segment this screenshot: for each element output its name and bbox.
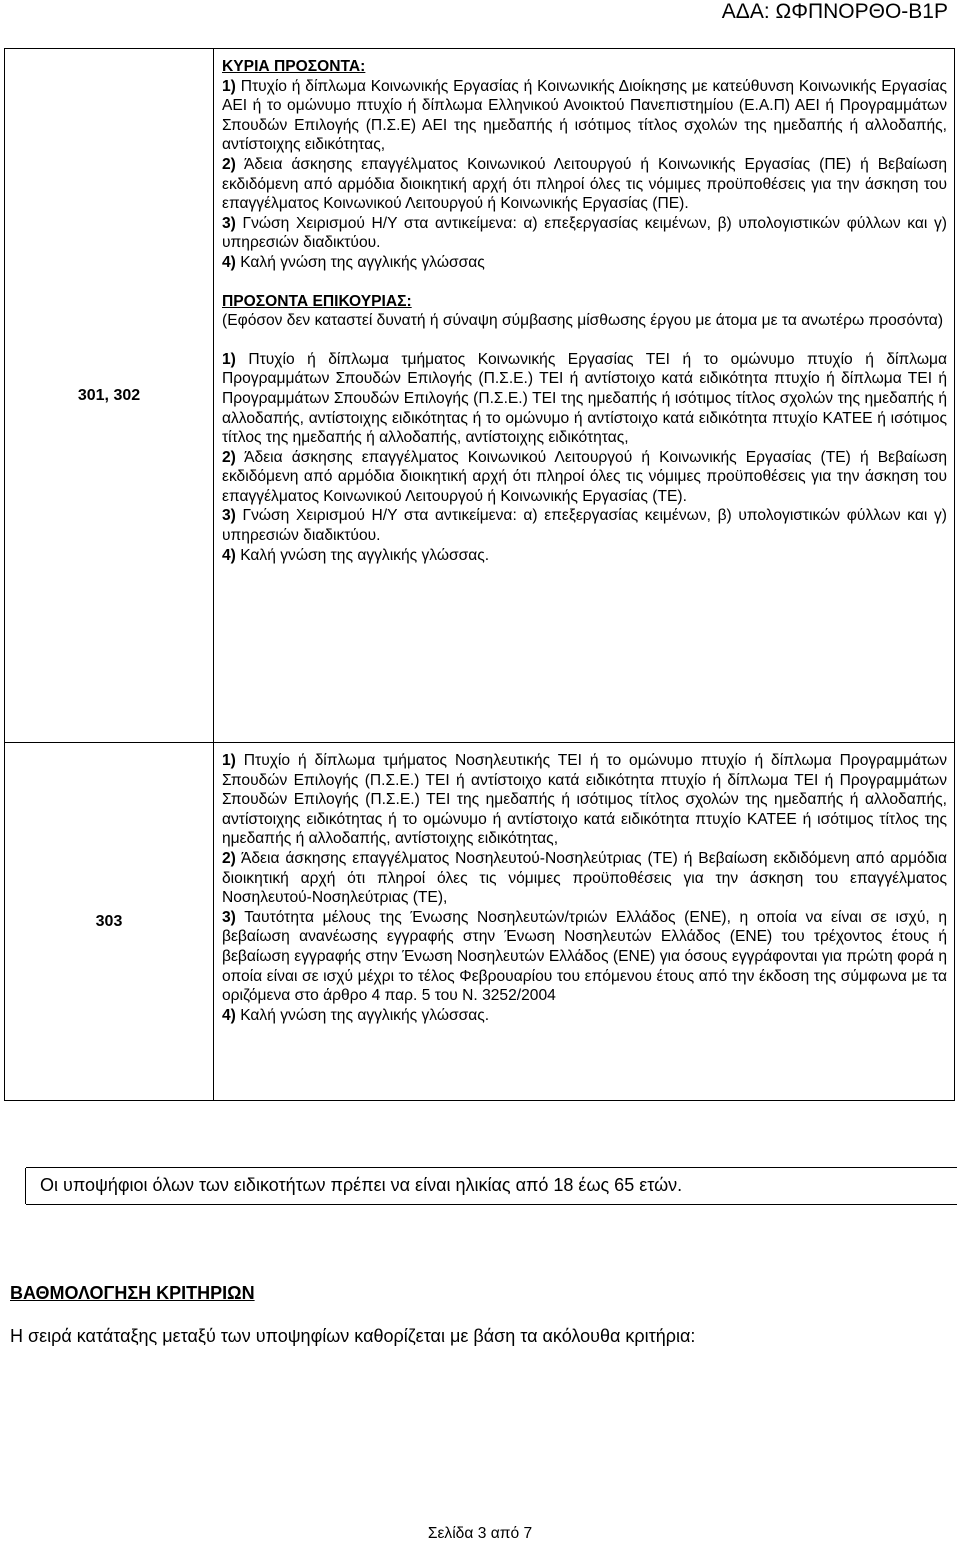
list-item: 4) Καλή γνώση της αγγλικής γλώσσας.	[222, 1006, 490, 1024]
age-requirement-note: Οι υποψήφιοι όλων των ειδικοτήτων πρέπει να είναι ηλικίας από 18 έως 65 ετών.	[40, 1175, 683, 1195]
qualifications-cell	[214, 743, 955, 1101]
criteria-intro: Η σειρά κατάταξης μεταξύ των υποψηφίων καθορίζεται με βάση τα ακόλουθα κριτήρια:	[10, 1326, 696, 1346]
list-item: 4) Καλή γνώση της αγγλικής γλώσσας.	[222, 546, 490, 564]
list-item: 3) Γνώση Χειρισμού Η/Υ στα αντικείμενα: α) επεξεργασίας κειμένων, β) υπολογιστικών φύλλων και γ) υπηρεσιών διαδικτύου.	[222, 214, 947, 252]
list-item: 2) Άδεια άσκησης επαγγέλματος Νοσηλευτού-Νοσηλεύτριας (ΤΕ) ή Βεβαίωση εκδιδόμενη από αρμόδια διοικητική αρχή ότι πληροί όλες τις νόμιμες προϋποθέσεις για την άσκηση του επαγγέλματος Νοσηλευτού-Νοσηλεύτριας (ΤΕ),	[222, 849, 947, 907]
list-item: 1) Πτυχίο ή δίπλωμα τμήματος Νοσηλευτικής ΤΕΙ ή το ομώνυμο πτυχίο ή δίπλωμα Προγραμμάτων Σπουδών Επιλογής (Π.Σ.Ε.) ΤΕΙ ή αντίστοιχο κατά ειδικότητα πτυχίο ή δίπλωμα ΤΕΙ ή Προγραμμάτων Σπουδών Επιλογής (Π.Σ.Ε.) ΤΕΙ της ημεδαπής ή ισότιμος τίτλος σχολών της ημεδαπής ή αλλοδαπής, αντίστοιχης ειδικότητας ή το ομώνυμο ή αντίστοιχο κατά ειδικότητα πτυχίο ΚΑΤΕΕ ή ισότιμος τίτλος της ημεδαπής ή αλλοδαπής, αντίστοιχης ειδικότητας,	[222, 752, 947, 848]
list-item: 3) Ταυτότητα μέλους της Ένωσης Νοσηλευτών/τριών Ελλάδος (ΕΝΕ), η οποία να είναι σε ισχύ, η βεβαίωση ανανέωσης εγγραφής στην Ένωση Νοσηλευτών Ελλάδος (ΕΝΕ) του τρέχοντος έτους ή βεβαίωση εγγραφής στην Ένωση Νοσηλευτών Ελλάδος (ΕΝΕ) για όσους εγγράφονται για πρώτη φορά η οποία είναι σε ισχύ μέχρι το τέλος Φεβρουαρίου του επόμενου έτους από την έκδοση της σύμφωνα με τα οριζόμενα στο άρθρο 4 παρ. 5 του Ν. 3252/2004	[222, 908, 947, 1005]
main-qualifications-title: ΚΥΡΙΑ ΠΡΟΣΟΝΤΑ:	[222, 58, 366, 75]
list-item: 2) Άδεια άσκησης επαγγέλματος Κοινωνικού Λειτουργού ή Κοινωνικής Εργασίας (ΠΕ) ή Βεβαίωση εκδιδόμενη από αρμόδια διοικητική αρχή ότι πληροί όλες τις νόμιμες προϋποθέσεις για την άσκηση του επαγγέλματος Κοινωνικού Λειτουργού ή Κοινωνικής Εργασίας (ΠΕ).	[222, 155, 947, 213]
list-item: 1) Πτυχίο ή δίπλωμα τμήματος Κοινωνικής Εργασίας ΤΕΙ ή το ομώνυμο πτυχίο ή δίπλωμα Προγραμμάτων Σπουδών Επιλογής (Π.Σ.Ε.) ΤΕΙ ή αντίστοιχο κατά ειδικότητα πτυχίο ή δίπλωμα ΤΕΙ ή Προγραμμάτων Σπουδών Επιλογής (Π.Σ.Ε.) ΤΕΙ της ημεδαπής ή ισότιμος τίτλος σχολών της ημεδαπής ή αλλοδαπής, αντίστοιχης ειδικότητας ή το ομώνυμο ή αντίστοιχο κατά ειδικότητα πτυχίο ΚΑΤΕΕ ή ισότιμος τίτλος της ημεδαπής ή αλλοδαπής, αντίστοιχης ειδικότητας,	[222, 350, 947, 447]
table-row	[5, 743, 955, 1101]
auxiliary-qualifications-title: ΠΡΟΣΟΝΤΑ ΕΠΙΚΟΥΡΙΑΣ:	[222, 292, 412, 310]
document-code: ΑΔΑ: ΩΦΠΝΟΡΘΟ-Β1Ρ	[721, 0, 948, 23]
table-row	[5, 49, 955, 743]
specialty-code: 303	[95, 912, 123, 930]
auxiliary-note: (Εφόσον δεν καταστεί δυνατή ή σύναψη σύμβασης μίσθωσης έργου με άτομα με τα ανωτέρω προσόντα)	[222, 312, 944, 330]
list-item: 4) Καλή γνώση της αγγλικής γλώσσας	[222, 253, 485, 271]
page-number: Σελίδα 3 από 7	[427, 1525, 533, 1542]
qualifications-table	[4, 48, 955, 1101]
specialty-code: 301, 302	[77, 386, 141, 404]
specialty-code-cell	[5, 49, 214, 743]
specialty-code-cell	[5, 743, 214, 1101]
criteria-heading: ΒΑΘΜΟΛΟΓΗΣΗ ΚΡΙΤΗΡΙΩΝ	[10, 1283, 255, 1303]
list-item: 2) Άδεια άσκησης επαγγέλματος Κοινωνικού Λειτουργού ή Κοινωνικής Εργασίας (ΤΕ) ή Βεβαίωση εκδιδόμενη από αρμόδια διοικητική αρχή ότι πληροί όλες τις νόμιμες προϋποθέσεις για την άσκηση του επαγγέλματος Κοινωνικού Λειτουργού ή Κοινωνικής Εργασίας (ΤΕ).	[222, 448, 947, 505]
list-item: 3) Γνώση Χειρισμού Η/Υ στα αντικείμενα: α) επεξεργασίας κειμένων, β) υπολογιστικών φύλλων και γ) υπηρεσιών διαδικτύου.	[222, 507, 947, 545]
qualifications-cell	[214, 49, 955, 743]
list-item: 1) Πτυχίο ή δίπλωμα Κοινωνικής Εργασίας ή Κοινωνικής Διοίκησης με κατεύθυνση Κοινωνικής Εργασίας ΑΕΙ ή το ομώνυμο πτυχίο ή δίπλωμα Ελληνικού Ανοικτού Πανεπιστημίου (Ε.Α.Π) ΑΕΙ ή Προγραμμάτων Σπουδών Επιλογής (Π.Σ.Ε) ΑΕΙ της ημεδαπής ή ισότιμος τίτλος σχολών της ημεδαπής ή αλλοδαπής, αντίστοιχης ειδικότητας,	[222, 77, 947, 154]
